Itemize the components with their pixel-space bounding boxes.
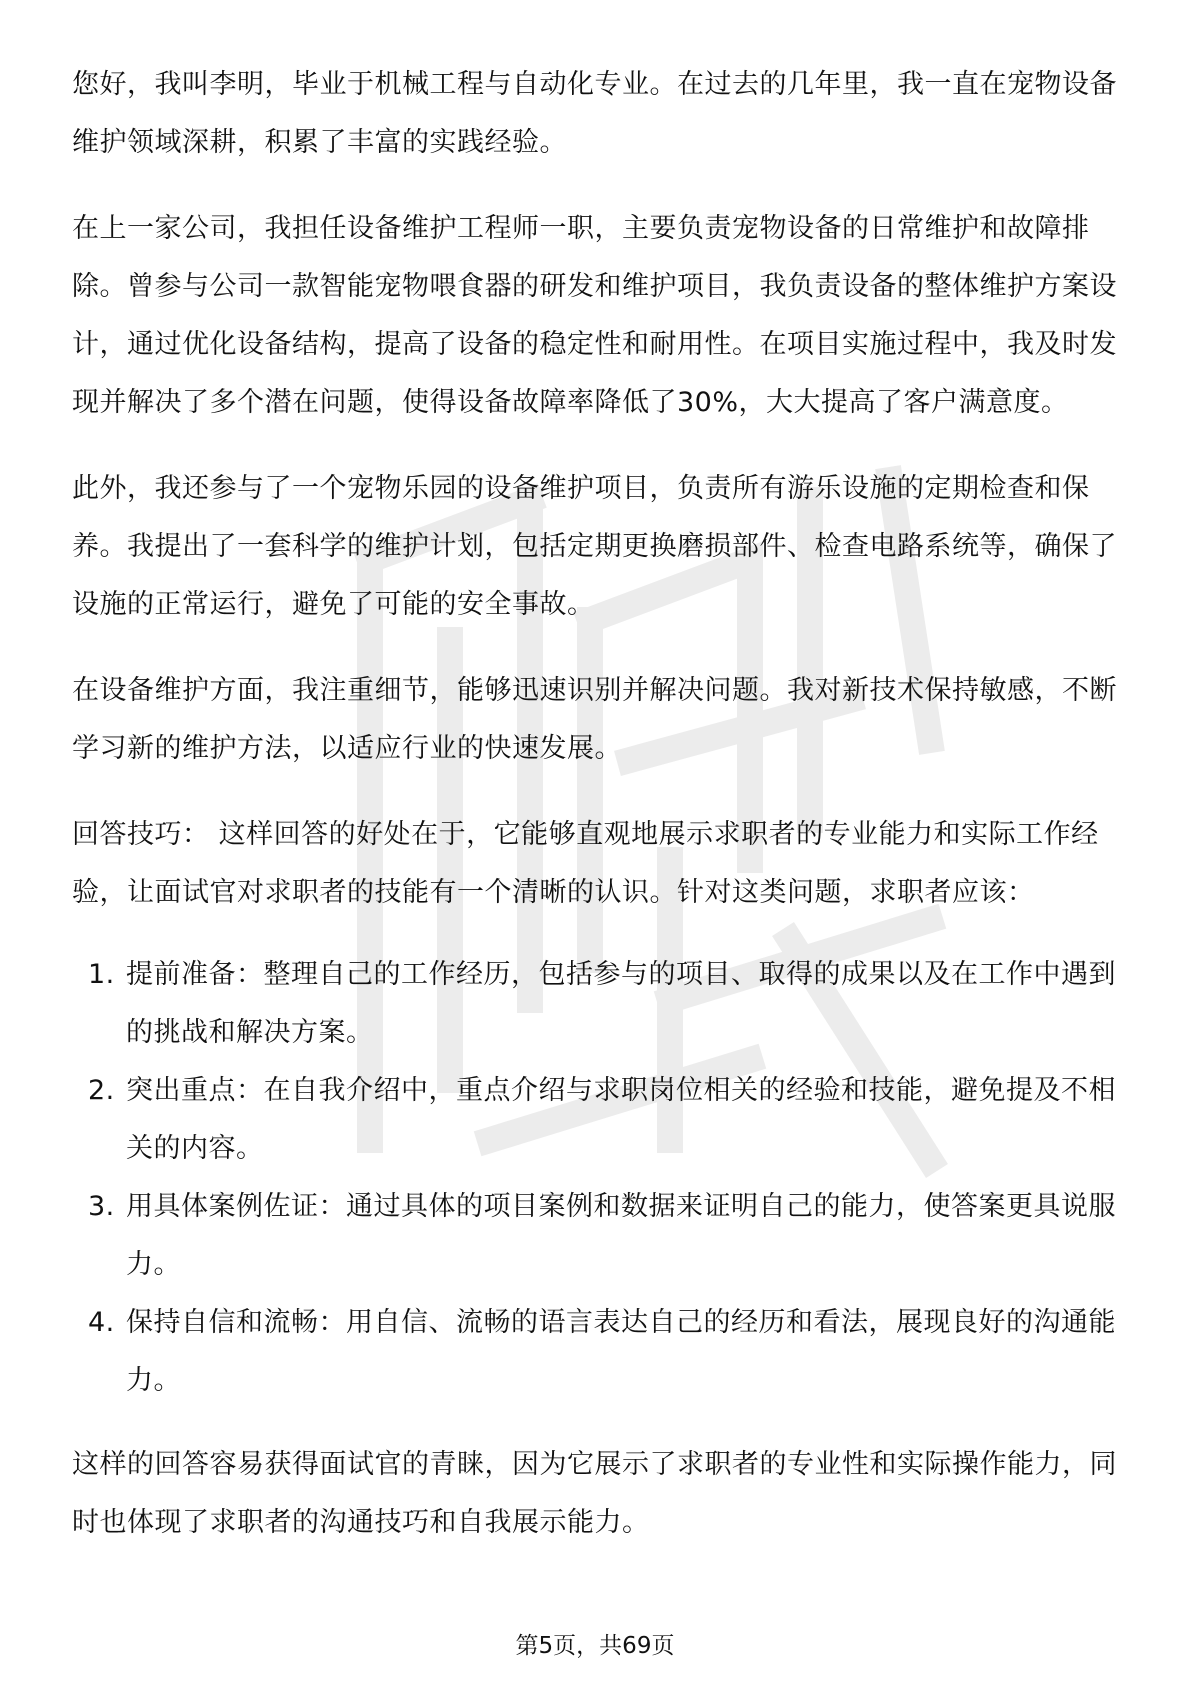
list-item-number: 4. xyxy=(88,1307,115,1338)
list-item-text: 保持自信和流畅：用自信、流畅的语言表达自己的经历和看法，展现良好的沟通能力。 xyxy=(126,1307,1116,1396)
paragraph-pet-park-project: 此外，我还参与了一个宠物乐园的设备维护项目，负责所有游乐设施的定期检查和保养。我提出了一套科学的维护计划，包括定期更换磨损部件、检查电路系统等，确保了设施的正常运行，避免了可能的安全事故。 xyxy=(72,473,1117,620)
list-item xyxy=(72,1294,1120,1410)
list-item-number: 1. xyxy=(88,959,115,990)
list-item xyxy=(72,1062,1120,1178)
paragraph-intro: 您好，我叫李明，毕业于机械工程与自动化专业。在过去的几年里，我一直在宠物设备维护领域深耕，积累了丰富的实践经验。 xyxy=(72,69,1117,158)
document-body xyxy=(72,56,1120,1580)
list-item-number: 3. xyxy=(88,1191,115,1222)
paragraph-conclusion: 这样的回答容易获得面试官的青睐，因为它展示了求职者的专业性和实际操作能力，同时也体现了求职者的沟通技巧和自我展示能力。 xyxy=(72,1449,1117,1538)
page-number-footer: 第5页，共69页 xyxy=(515,1633,675,1659)
list-item-text: 提前准备：整理自己的工作经历，包括参与的项目、取得的成果以及在工作中遇到的挑战和解决方案。 xyxy=(126,959,1116,1048)
list-item-text: 用具体案例佐证：通过具体的项目案例和数据来证明自己的能力，使答案更具说服力。 xyxy=(126,1191,1116,1280)
list-item xyxy=(72,946,1120,1062)
list-item-text: 突出重点：在自我介绍中，重点介绍与求职岗位相关的经验和技能，避免提及不相关的内容。 xyxy=(126,1075,1116,1164)
list-item xyxy=(72,1178,1120,1294)
paragraph-strengths: 在设备维护方面，我注重细节，能够迅速识别并解决问题。我对新技术保持敏感，不断学习新的维护方法，以适应行业的快速发展。 xyxy=(72,675,1117,764)
answer-tips-intro: 回答技巧： 这样回答的好处在于，它能够直观地展示求职者的专业能力和实际工作经验，让面试官对求职者的技能有一个清晰的认识。针对这类问题，求职者应该： xyxy=(72,819,1099,908)
paragraph-previous-job: 在上一家公司，我担任设备维护工程师一职，主要负责宠物设备的日常维护和故障排除。曾参与公司一款智能宠物喂食器的研发和维护项目，我负责设备的整体维护方案设计，通过优化设备结构，提高了设备的稳定性和耐用性。在项目实施过程中，我及时发现并解决了多个潜在问题，使得设备故障率降低了30%，大大提高了客户满意度。 xyxy=(72,213,1117,418)
tips-list xyxy=(72,946,1120,1410)
list-item-number: 2. xyxy=(88,1075,115,1106)
